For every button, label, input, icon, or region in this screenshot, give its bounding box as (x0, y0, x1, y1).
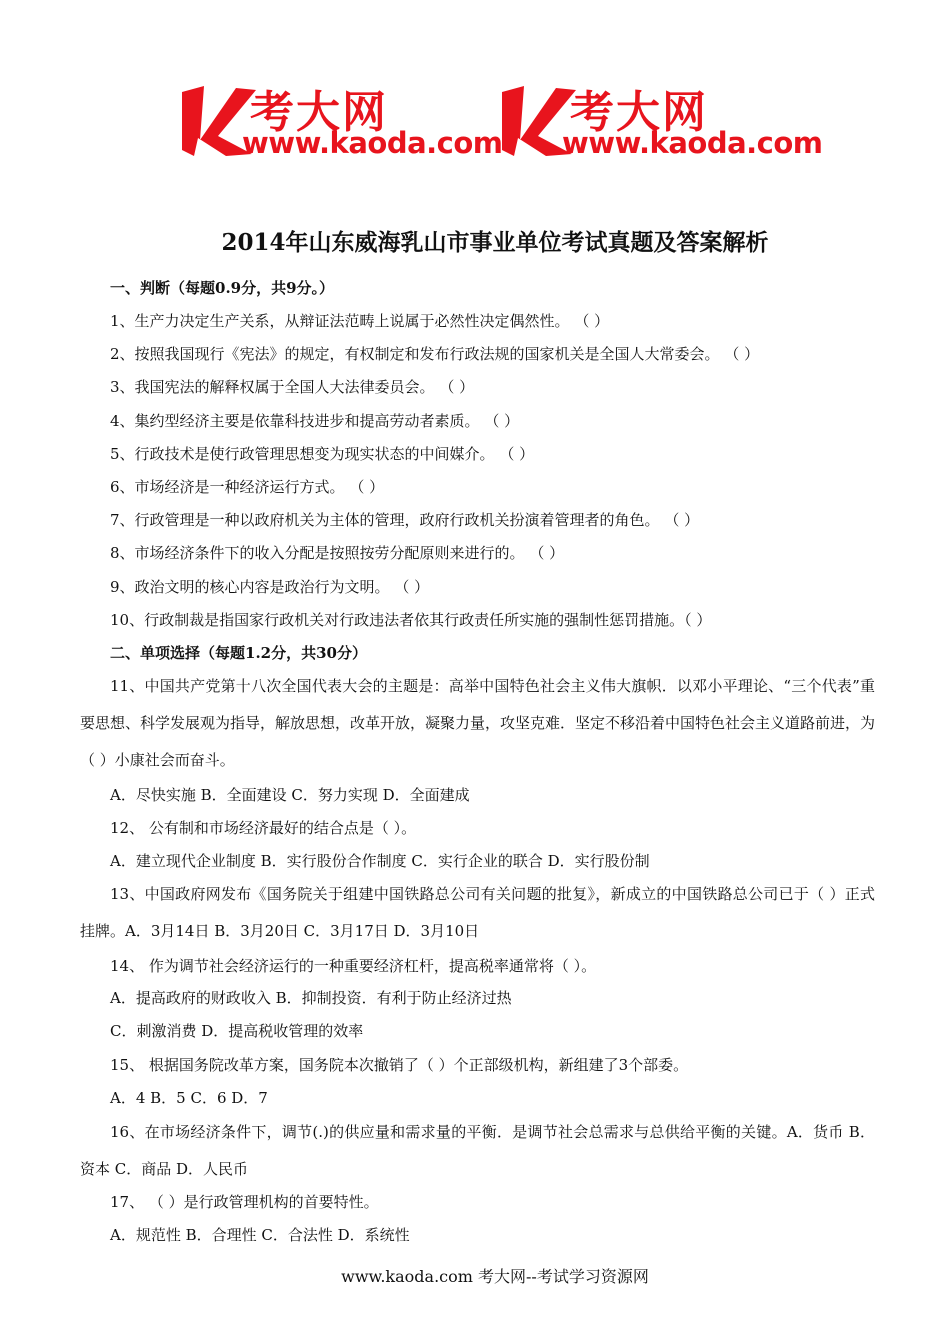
document-title: 2014年山东威海乳山市事业单位考试真题及答案解析 (221, 229, 769, 256)
question-options: A．4 B．5 C．6 D．7 (110, 1089, 268, 1107)
question-17: 17、 （ ）是行政管理机构的首要特性。 (110, 1193, 379, 1211)
question-options: C．刺激消费 D．提高税收管理的效率 (110, 1022, 364, 1040)
kaoda-logo-right (498, 80, 823, 160)
judgment-item: 10、行政制裁是指国家行政机关对行政违法者依其行政责任所实施的强制性惩罚措施。（ ） (110, 611, 712, 629)
judgment-item: 1、生产力决定生产关系，从辩证法范畴上说属于必然性决定偶然性。 （ ） (110, 312, 610, 330)
question-options: A．尽快实施 B．全面建设 C．努力实现 D．全面建成 (110, 786, 470, 804)
section-heading: 二、单项选择（每题1.2分，共30分） (110, 644, 367, 662)
page-footer: www.kaoda.com 考大网--考试学习资源网 (341, 1267, 649, 1286)
question-12: 12、 公有制和市场经济最好的结合点是（ ）。 (110, 819, 417, 837)
judgment-item: 4、集约型经济主要是依靠科技进步和提高劳动者素质。 （ ） (110, 412, 520, 430)
question-14: 14、 作为调节社会经济运行的一种重要经济杠杆，提高税率通常将（ ）。 (110, 957, 597, 975)
question-options: A．建立现代企业制度 B．实行股份合作制度 C．实行企业的联合 D．实行股份制 (110, 852, 650, 870)
logo-cn-text: 考大网 (250, 87, 388, 138)
question-options: A．规范性 B．合理性 C．合法性 D．系统性 (110, 1226, 410, 1244)
question-16: 16、在市场经济条件下，调节(.)的供应量和需求量的平衡．是调节社会总需求与总供给平衡的关键。A．货币 B．资本 C．商品 D．人民币 (80, 1123, 875, 1178)
question-11: 11、中国共产党第十八次全国代表大会的主题是：高举中国特色社会主义伟大旗帜．以邓小平理论、“三个代表”重要思想、科学发展观为指导，解放思想，改革开放，凝聚力量，攻坚克难．坚定不移沿着中国特色社会主义道路前进，为（ ）小康社会而奋斗。 (80, 677, 876, 769)
judgment-item: 5、行政技术是使行政管理思想变为现实状态的中间媒介。 （ ） (110, 445, 535, 463)
logo-url-text: www.kaoda.com (242, 126, 503, 160)
logo-cn-text: 考大网 (570, 87, 708, 138)
judgment-item: 8、市场经济条件下的收入分配是按照按劳分配原则来进行的。 （ ） (110, 544, 565, 562)
logo-url-text: www.kaoda.com (562, 126, 823, 160)
kaoda-logo-left (178, 80, 503, 160)
question-15: 15、 根据国务院改革方案，国务院本次撤销了（ ）个正部级机构，新组建了3个部委。 (110, 1056, 689, 1074)
question-13: 13、中国政府网发布《国务院关于组建中国铁路总公司有关问题的批复》，新成立的中国铁路总公司已于（ ）正式挂牌。A．3月14日 B．3月20日 C．3月17日 D．3月10日 (80, 885, 875, 940)
judgment-item: 2、按照我国现行《宪法》的规定，有权制定和发布行政法规的国家机关是全国人大常委会。 （ ） (110, 345, 760, 363)
judgment-item: 7、行政管理是一种以政府机关为主体的管理，政府行政机关扮演着管理者的角色。 （ ） (110, 511, 700, 529)
judgment-item: 9、政治文明的核心内容是政治行为文明。 （ ） (110, 578, 430, 596)
question-options: A．提高政府的财政收入 B．抑制投资．有利于防止经济过热 (110, 989, 512, 1007)
section-heading: 一、判断（每题0.9分，共9分。） (110, 279, 335, 297)
judgment-item: 6、市场经济是一种经济运行方式。 （ ） (110, 478, 385, 496)
judgment-item: 3、我国宪法的解释权属于全国人大法律委员会。 （ ） (110, 378, 475, 396)
